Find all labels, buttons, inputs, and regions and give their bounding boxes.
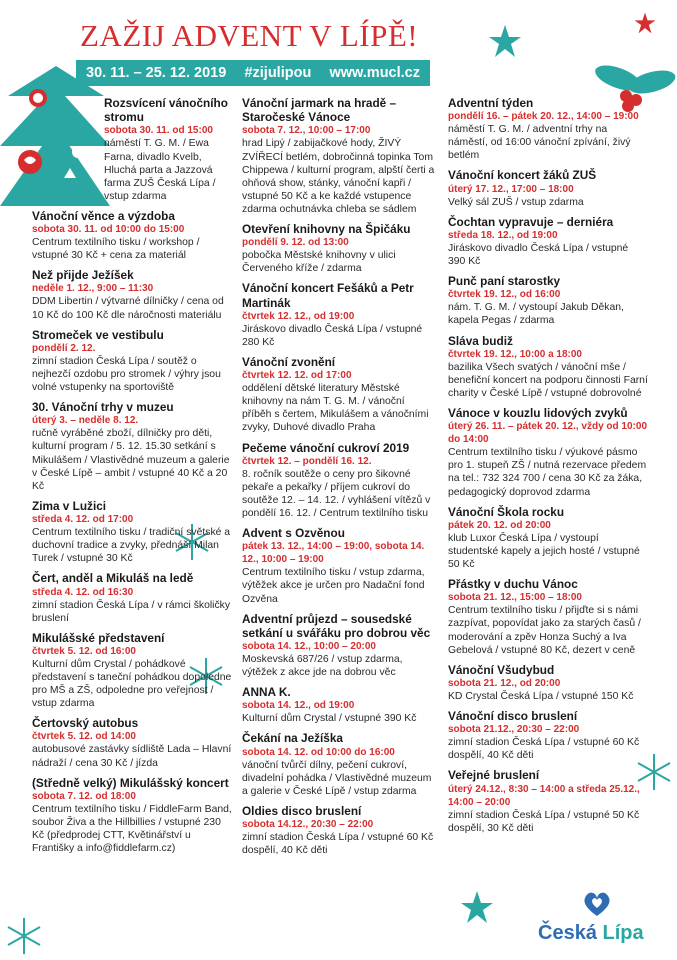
event-title: Vánoční Všudybud [448,662,555,677]
event-item [32,400,232,493]
event-date: úterý 3. – neděle 8. 12. [32,415,139,427]
event-item [32,499,232,565]
event-item [32,571,232,624]
event-details: zimní stadion Česká Lípa / v rámci školičky bruslení [32,599,231,624]
event-details: Centrum textilního tisku / přijďte si s námi zazpívat, popovídat jako za starých časů / moderování a zpěv Honza Suchý a Iva Gebelová / vstupné 80 Kč, dezert v ceně [448,605,641,656]
event-details: 8. ročník soutěže o ceny pro šikovné pekaře a pekařky / příjem cukroví do soutěže 12. – 14. 12. / vyhlášení vítězů v pondělí 16. 12. / Centrum textilního tisku [242,468,431,520]
event-title: (Středně velký) Mikulášský koncert [32,775,229,790]
event-date: úterý 26. 11. – pátek 20. 12., vždy od 10:00 do 14:00 [448,421,647,446]
event-details: Centrum textilního tisku / FiddleFarm Band, soubor Živa a the Hillbillies / vstupné 230 Kč (předprodej CTT, Květinářství u Františky a info@fiddlefarm.cz) [32,803,232,855]
event-date: sobota 30. 11. od 10:00 do 15:00 [32,224,185,236]
event-title: Vánoční koncert žáků ZUŠ [448,168,597,183]
event-item [448,334,648,400]
event-item [242,526,437,605]
event-item [448,96,648,162]
event-title: Čekání na Ježíška [242,731,343,746]
event-date: sobota 14.12., 20:30 – 22:00 [242,819,374,831]
event-title: Sláva budiž [448,333,513,348]
event-title: Oldies disco bruslení [242,803,362,818]
event-date: neděle 1. 12., 9:00 – 11:30 [32,283,154,295]
event-item [448,274,648,327]
event-item [242,355,437,435]
event-date: sobota 14. 12., 10:00 – 20:00 [242,641,376,652]
event-title: Vánoční zvonění [242,354,336,369]
event-title: Adventní týden [448,96,534,110]
event-details: náměstí T. G. M. / Ewa Farna, divadlo Kvelb, Hluchá parta a Jazzová farma ZUŠ Česká Lípa / vstup zdarma [104,138,216,202]
event-item [448,663,648,703]
event-item [448,709,648,762]
event-date: pátek 20. 12. od 20:00 [448,519,551,531]
event-date: sobota 21. 12., od 20:00 [448,677,561,689]
events-column-3 [448,96,648,841]
events-column-2 [242,96,437,863]
event-title: Vánoční věnce a výzdoba [32,208,175,223]
event-details: pobočka Městské knihovny v ulici Červeného kříže / zdarma [242,250,396,275]
event-date: středa 18. 12., od 19:00 [448,229,558,241]
event-title: 30. Vánoční trhy v muzeu [32,400,174,415]
event-details: bazilika Všech svatých / vánoční mše / benefiční koncert na podporu činnosti Farní charity v České Lípě / vstupné dobrovolné [448,361,648,399]
event-details: zimní stadion Česká Lípa / vstupné 60 Kč dospělí, 40 Kč děti [242,832,434,857]
event-details: nám. T. G. M. / vystoupí Jakub Děkan, kapela Pegas / zdarma [448,302,624,327]
event-item [32,328,232,394]
event-item [242,731,437,797]
event-item [104,96,232,203]
event-details: oddělení dětské literatury Městské knihovny na nám T. G. M. / vánoční příběh s čertem, Mikulášem a vánočními zvyky, Duhové divadlo Praha [242,383,429,434]
event-item [32,631,232,711]
event-item [448,215,648,268]
event-details: zimní stadion Česká Lípa / vstupné 50 Kč dospělí, 30 Kč děti [448,809,640,834]
event-title: Přástky v duchu Vánoc [448,577,578,592]
event-title: Čert, anděl a Mikuláš na ledě [32,571,194,586]
header-banner [76,60,430,86]
logo-wordmark: Česká Lípa [538,922,644,944]
event-details: zimní stadion Česká Lípa / soutěž o nejhezčí ozdobu pro stromek / výhry jsou volné vstupenky na sportoviště [32,355,221,394]
event-title: Vánoční disco bruslení [448,708,578,723]
event-item [242,96,437,216]
event-title: Mikulášské představení [32,630,165,645]
event-title: Vánoční koncert Fešáků a Petr Martinák [242,281,414,310]
event-details: Centrum textilního tisku / výukové pásmo pro 1. stupeň ZŠ / nutná rezervace předem na tel.: 732 324 700 / cena 30 Kč za žáka, pedagogický doprovod zdarma [448,447,647,498]
event-details: hrad Lipý / zabijačkové hody, ŽIVÝ ZVÍŘECÍ betlém, dobročinná topinka Tom Chippewa / kulturní program, alpští čerti a ohňová show, stánky, vánoční kapři / vstupné 50 Kč a ke každé vstupence zdarma ochutnávka chleba se sádlem [242,138,435,215]
event-title: Zima v Lužici [32,498,107,513]
event-date: sobota 21.12., 20:30 – 22:00 [448,724,580,736]
event-item [448,505,648,571]
event-item [448,768,648,834]
heart-logo-icon [582,890,612,918]
event-item [242,441,437,521]
event-date: sobota 21. 12., 15:00 – 18:00 [448,592,582,604]
event-title: Otevření knihovny na Špičáku [242,221,411,236]
event-item [32,268,232,321]
event-date: čtvrtek 5. 12. od 14:00 [32,731,136,743]
event-date: úterý 17. 12., 17:00 – 18:00 [448,183,574,195]
events-column-1 [32,96,232,861]
event-date: sobota 14. 12., od 19:00 [242,700,355,712]
red-star-icon [634,12,656,34]
event-details: autobusové zastávky sídliště Lada – Hlavní nádraží / cena 30 Kč / jízda [32,744,232,769]
event-date: sobota 7. 12., 10:00 – 17:00 [242,125,371,137]
event-date: čtvrtek 12. 12., od 19:00 [242,310,355,322]
event-item [242,222,437,275]
event-title: Vánoční Škola rocku [448,504,565,519]
event-details: Jiráskovo divadlo Česká Lípa / vstupné 280 Kč [242,323,423,348]
event-item [242,804,437,857]
event-date: pátek 13. 12., 14:00 – 19:00, sobota 14. 12., 10:00 – 19:00 [242,541,425,566]
event-date: čtvrtek 19. 12., od 16:00 [448,289,561,301]
event-details: Moskevská 687/26 / vstup zdarma, výtěžek z akce jde na dobrou věc [242,654,403,679]
event-details: Centrum textilního tisku / tradiční světské a duchovní tradice a zvyky, přednáší Milan Turek / vstupné 30 Kč [32,527,231,565]
event-date: středa 4. 12. od 17:00 [32,514,134,526]
event-date: středa 4. 12. od 16:30 [32,586,134,598]
event-details: náměstí T. G. M. / adventní trhy na náměstí, od 16:00 vánoční zpívání, živý betlém [448,124,631,162]
event-title: Čochtan vypravuje – derniéra [448,214,614,229]
event-date: úterý 24.12., 8:30 – 14:00 a středa 25.12., 14:00 – 20:00 [448,783,640,808]
event-details: Kulturní dům Crystal / vstupné 390 Kč [242,713,417,725]
event-details: KD Crystal Česká Lípa / vstupné 150 Kč [448,690,634,702]
event-date: čtvrtek 19. 12., 10:00 a 18:00 [448,348,582,360]
event-details: klub Luxor Česká Lípa / vystoupí studentské kapely a jejich hosté / vstupné 50 Kč [448,532,640,571]
banner-dates: 30. 11. – 25. 12. 2019 [86,65,227,81]
event-item [448,577,648,657]
event-details: vánoční tvůrčí dílny, pečení cukroví, divadelní pohádka / Vlastivědné muzeum a galerie v České Lípě / vstup zdarma [242,759,432,797]
event-title: Pečeme vánoční cukroví 2019 [242,440,410,455]
event-title: Veřejné bruslení [448,768,540,783]
event-item [448,406,648,499]
event-item [242,281,437,349]
event-item [32,716,232,769]
event-title: Punč paní starostky [448,274,561,289]
event-item [32,776,232,856]
event-title: Stromeček ve vestibulu [32,327,164,342]
event-date: pondělí 2. 12. [32,342,96,354]
event-date: sobota 7. 12. od 18:00 [32,790,136,802]
event-details: DDM Libertin / výtvarné dílničky / cena od 10 Kč do 100 Kč dle náročnosti materiálu [32,296,224,321]
banner-hashtag: #zijulipou [244,65,312,81]
ceska-lipa-logo [538,890,658,946]
event-details: Velký sál ZUŠ / vstup zdarma [448,196,584,208]
event-item [448,168,648,208]
event-title: ANNA K. [242,685,291,700]
event-details: Centrum textilního tisku / vstup zdarma, výtěžek akce je určen pro Nadační fond Ozvěna [242,567,425,605]
event-details: Kulturní dům Crystal / pohádkové představení s taneční pohádkou dopoledne pro MŠ a ZŠ, odpoledne pro veřejnost / vstup zdarma [32,658,232,710]
event-item [32,209,232,262]
event-item [242,612,437,680]
event-date: pondělí 16. – pátek 20. 12., 14:00 – 19:00 [448,111,639,123]
event-title: Advent s Ozvěnou [242,526,345,541]
event-date: čtvrtek 5. 12. od 16:00 [32,645,136,657]
event-details: zimní stadion Česká Lípa / vstupné 60 Kč dospělí, 40 Kč děti [448,737,640,762]
event-title: Než přijde Ježíšek [32,268,134,283]
event-details: ručně vyráběné zboží, dílničky pro děti, kulturní program / 5. 12. 15.30 setkání s Mikulášem / Vlastivědné muzeum a galerie v České Lípě – ambit / vstupné 40 Kč a 20 Kč [32,428,230,492]
event-title: Vánoční jarmark na hradě – Staročeské Vánoce [242,96,397,125]
event-title: Vánoce v kouzlu lidových zvyků [448,406,628,421]
event-date: čtvrtek 12. – pondělí 16. 12. [242,455,372,467]
event-title: Rozsvícení vánočního stromu [104,96,228,125]
event-date: sobota 14. 12. od 10:00 do 16:00 [242,746,395,758]
star-icon [460,890,494,924]
banner-url: www.mucl.cz [329,65,420,81]
page-title: ZAŽIJ ADVENT V LÍPĚ! [80,18,419,53]
event-details: Centrum textilního tisku / workshop / vstupné 30 Kč + cena za materiál [32,237,200,262]
snowflake-icon [4,916,44,956]
event-date: sobota 30. 11. od 15:00 [104,125,213,137]
event-title: Čertovský autobus [32,716,139,731]
event-item [242,685,437,725]
event-date: čtvrtek 12. 12. od 17:00 [242,370,352,382]
event-date: pondělí 9. 12. od 13:00 [242,237,349,249]
event-details: Jiráskovo divadlo Česká Lípa / vstupné 390 Kč [448,242,629,268]
event-title: Adventní průjezd – sousedské setkání u svářáku pro dobrou věc [242,611,431,640]
